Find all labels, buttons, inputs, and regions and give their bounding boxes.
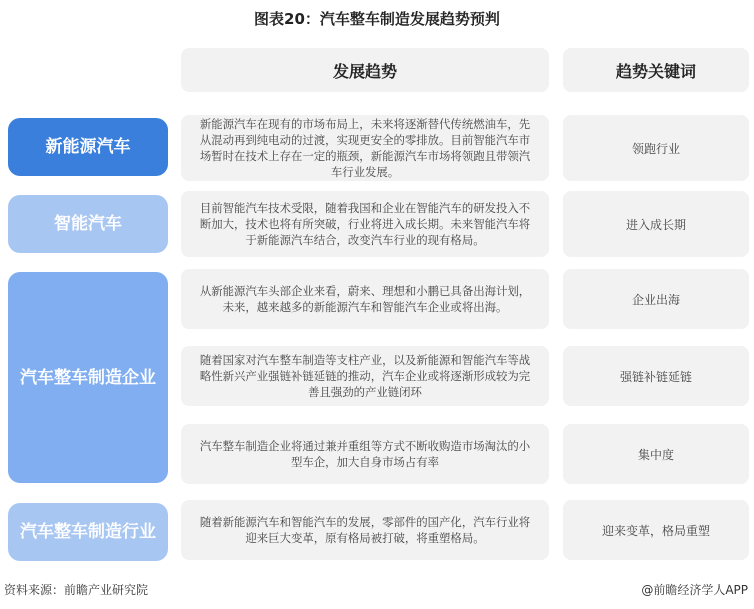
category-vehicle-enterprise: 汽车整车制造企业 [8, 272, 168, 483]
keyword-cell-3: 企业出海 [563, 269, 749, 329]
trend-cell-2: 目前智能汽车技术受限，随着我国和企业在智能汽车的研发投入不断加大，技术也将有所突破，行业将进入成长期。未来智能汽车将于新能源汽车结合，改变汽车行业的现有格局。 [181, 191, 549, 257]
credit-note: @前瞻经济学人APP [641, 583, 748, 597]
keyword-cell-4: 强链补链延链 [563, 346, 749, 406]
figure-title: 图表20：汽车整车制造发展趋势预判 [254, 10, 500, 28]
header-trend: 发展趋势 [181, 48, 549, 92]
category-vehicle-industry: 汽车整车制造行业 [8, 503, 168, 561]
trend-cell-6: 随着新能源汽车和智能汽车的发展，零部件的国产化，汽车行业将迎来巨大变革，原有格局被打破，将重塑格局。 [181, 500, 549, 560]
trend-cell-1: 新能源汽车在现有的市场布局上，未来将逐渐替代传统燃油车，先从混动再到纯电动的过渡，实现更安全的零排放。目前智能汽车市场暂时在技术上存在一定的瓶颈，新能源汽车市场将领跑且带领汽车行业发展。 [181, 115, 549, 181]
category-smart-vehicle: 智能汽车 [8, 195, 168, 253]
keyword-cell-2: 进入成长期 [563, 191, 749, 257]
trend-cell-3: 从新能源汽车头部企业来看，蔚来、理想和小鹏已具备出海计划，未来，越来越多的新能源汽车和智能汽车企业或将出海。 [181, 269, 549, 329]
category-new-energy-vehicle: 新能源汽车 [8, 118, 168, 176]
source-note: 资料来源：前瞻产业研究院 [4, 583, 149, 597]
keyword-cell-5: 集中度 [563, 424, 749, 484]
keyword-cell-6: 迎来变革，格局重塑 [563, 500, 749, 560]
header-keyword: 趋势关键词 [563, 48, 749, 92]
trend-cell-5: 汽车整车制造企业将通过兼并重组等方式不断收购造市场淘汰的小型车企，加大自身市场占有率 [181, 424, 549, 484]
trend-cell-4: 随着国家对汽车整车制造等支柱产业，以及新能源和智能汽车等战略性新兴产业强链补链延链的推动，汽车企业或将逐渐形成较为完善且强劲的产业链闭环 [181, 346, 549, 406]
keyword-cell-1: 领跑行业 [563, 115, 749, 181]
